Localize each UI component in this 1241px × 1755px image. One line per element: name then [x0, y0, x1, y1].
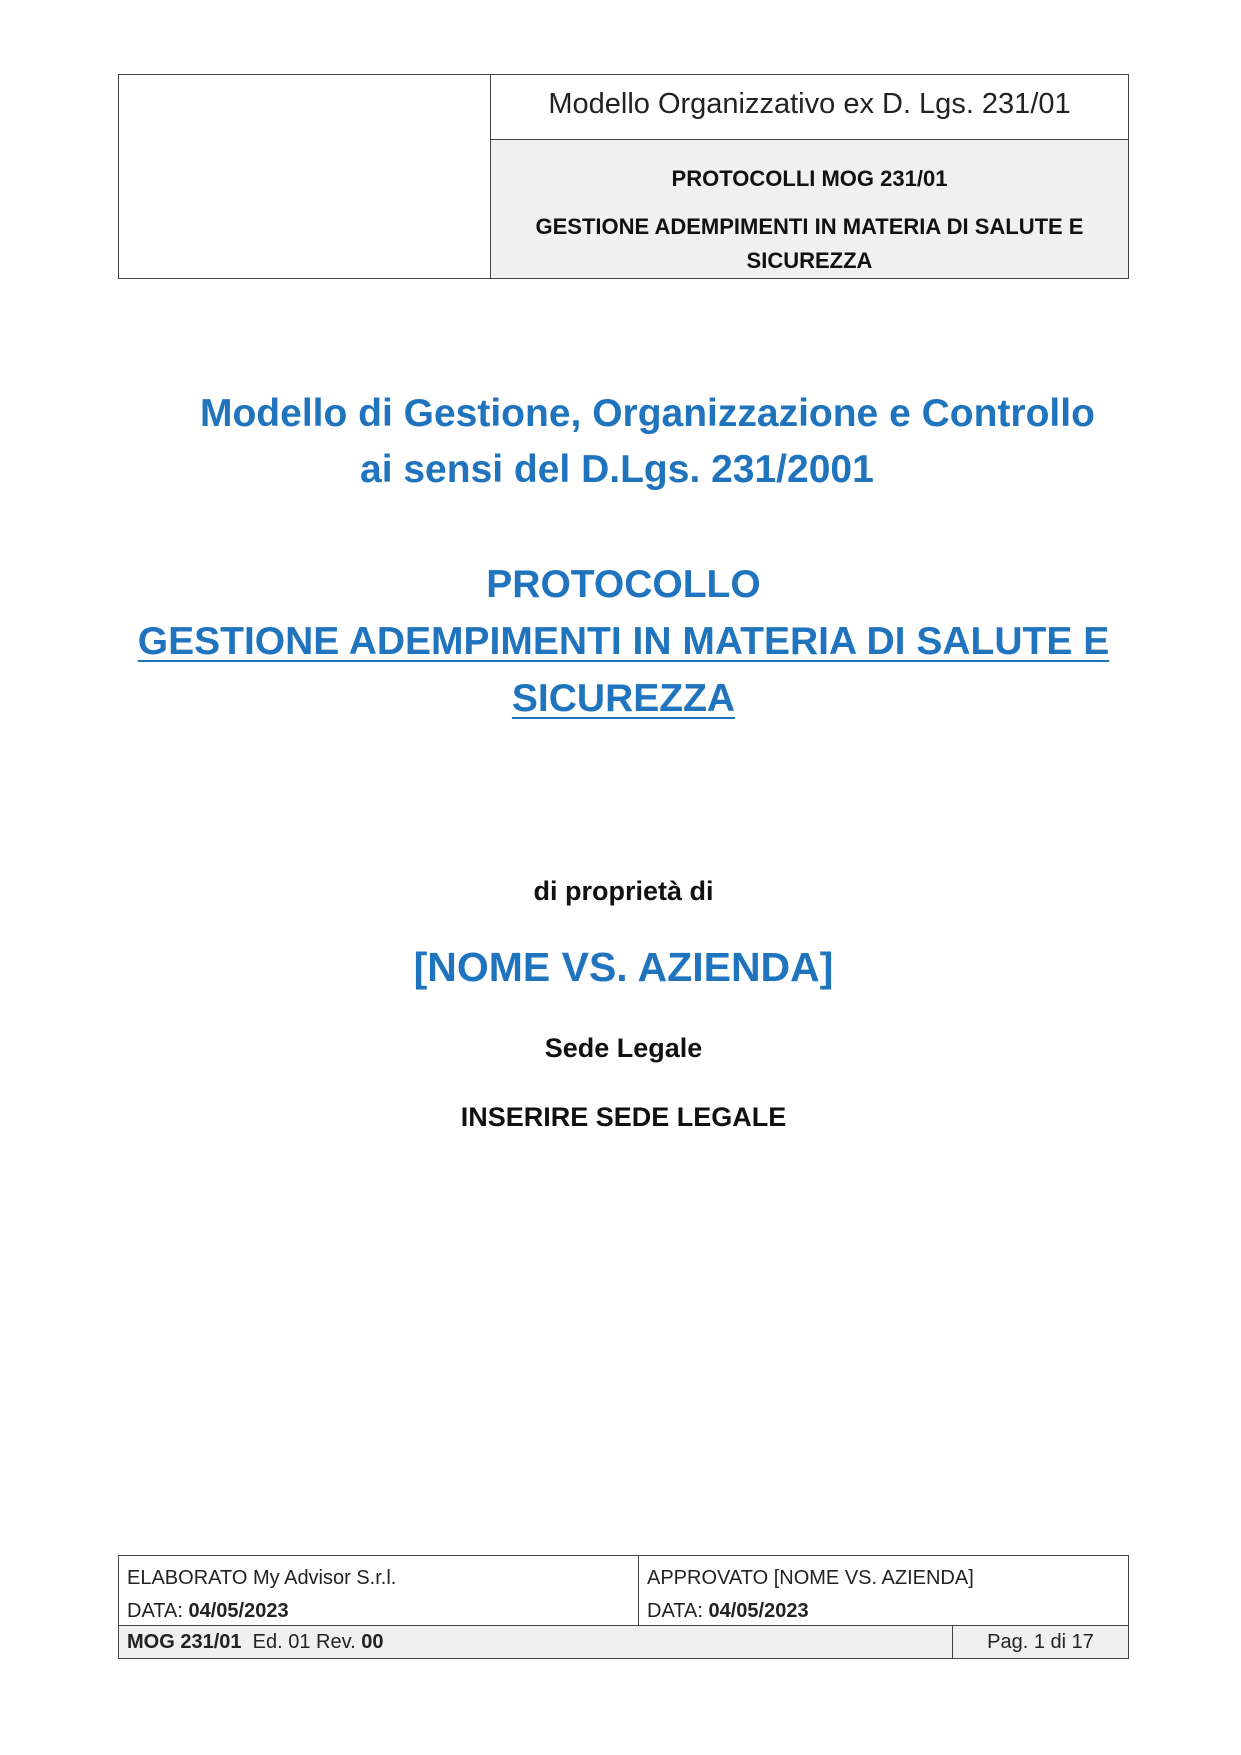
- logo-placeholder: [119, 75, 491, 278]
- elaborato-date-label: DATA:: [127, 1600, 183, 1622]
- protocol-label: PROTOCOLLO: [486, 563, 761, 606]
- footer-elaborato-cell: [119, 1556, 639, 1625]
- protocol-title-line2: SICUREZZA: [511, 677, 736, 720]
- approvato-date-label: DATA:: [647, 1600, 703, 1622]
- elaborato-date: 04/05/2023: [188, 1600, 289, 1622]
- header-protocol-line1: PROTOCOLLI MOG 231/01: [671, 166, 948, 191]
- elaborato-value: My Advisor S.r.l.: [252, 1567, 397, 1589]
- header-protocol-line2: GESTIONE ADEMPIMENTI IN MATERIA DI SALUTE E SICUREZZA: [535, 214, 1084, 273]
- footer-doc-info: [119, 1626, 953, 1658]
- sede-label: Sede Legale: [544, 1033, 703, 1063]
- protocol-title-line1: GESTIONE ADEMPIMENTI IN MATERIA DI SALUTE E: [137, 620, 1110, 663]
- header-table: [118, 74, 1129, 279]
- owner-label: di proprietà di: [533, 876, 714, 906]
- approvato-value: [NOME VS. AZIENDA]: [773, 1567, 974, 1589]
- footer-doc-row: [119, 1626, 1128, 1658]
- page-number: Pag. 1 di 17: [987, 1631, 1094, 1653]
- elaborato-label: ELABORATO: [127, 1567, 248, 1589]
- footer-table: [118, 1555, 1129, 1659]
- footer-approvato-cell: [639, 1556, 1128, 1625]
- header-protocol: [491, 140, 1128, 278]
- header-info: [491, 75, 1128, 278]
- document-title-line1: Modello di Gestione, Organizzazione e Controllo: [200, 392, 1095, 435]
- company-name: [NOME VS. AZIENDA]: [413, 944, 834, 990]
- approvato-date: 04/05/2023: [708, 1600, 809, 1622]
- protocol-block: [118, 556, 1129, 727]
- approvato-label: APPROVATO: [647, 1567, 769, 1589]
- footer-approval-row: [119, 1556, 1128, 1626]
- doc-code: MOG 231/01: [127, 1631, 242, 1653]
- revision-number: 00: [361, 1631, 384, 1653]
- sede-value: INSERIRE SEDE LEGALE: [460, 1102, 787, 1132]
- edition-label: Ed. 01 Rev.: [252, 1631, 356, 1653]
- header-model-title: Modello Organizzativo ex D. Lgs. 231/01: [491, 75, 1128, 140]
- document-title-line2: ai sensi del D.Lgs. 231/2001: [360, 448, 874, 491]
